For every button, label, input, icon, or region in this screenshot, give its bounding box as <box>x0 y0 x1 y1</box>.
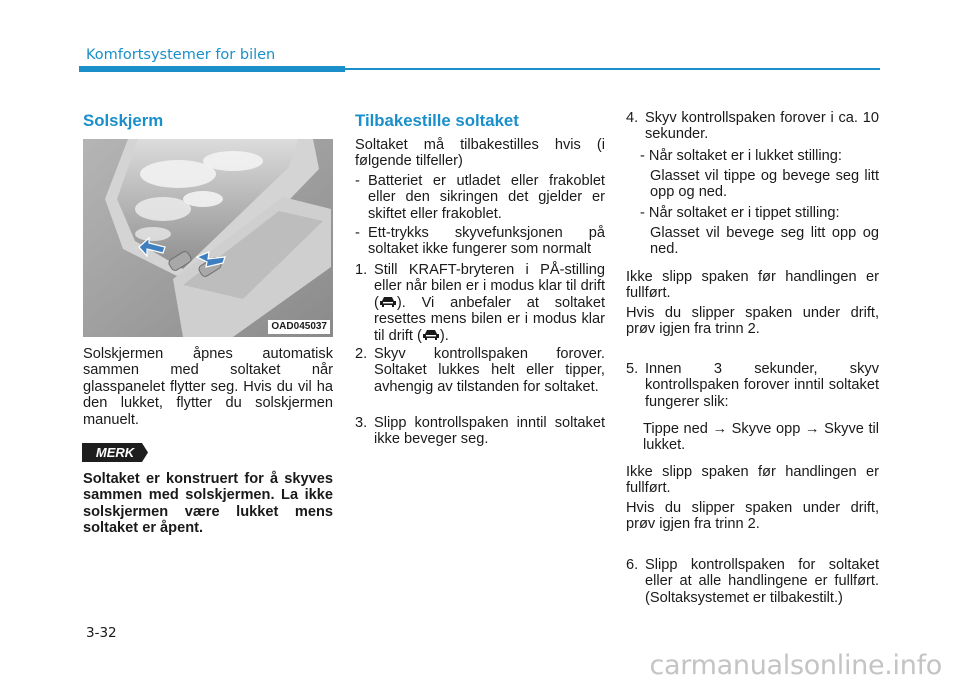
section-title: Komfortsystemer for bilen <box>86 47 276 63</box>
watermark: carmanualsonline.info <box>649 650 942 681</box>
header-accent-bar <box>79 66 345 72</box>
step-4: 4. Skyv kontrollspaken forover i ca. 10 sekunder. <box>626 110 879 143</box>
note-text: Soltaket er konstruert for å skyves sammen med solskjermen. La ikke solskjermen være lukket mens soltaket er åpent. <box>83 471 333 537</box>
step-6: 6. Slipp kontrollspaken for soltaket eller at alle handlingene er fullført. (Soltaksystemet er tilbakestilt.) <box>626 557 879 606</box>
car-ready-icon <box>379 295 397 309</box>
step-4-tilted-text: Glasset vil bevege seg litt opp og ned. <box>650 225 879 258</box>
warn-release: Ikke slipp spaken før handlingen er fullført. <box>626 464 879 497</box>
step-4-closed-label: - Når soltaket er i lukket stilling: <box>640 148 842 164</box>
header-rule <box>345 68 880 70</box>
retry-note: Hvis du slipper spaken under drift, prøv igjen fra trinn 2. <box>626 500 879 533</box>
reset-intro: Soltaket må tilbakestilles hvis (i følgende tilfeller) <box>355 137 605 170</box>
retry-note: Hvis du slipper spaken under drift, prøv igjen fra trinn 2. <box>626 305 879 338</box>
condition-item: - Batteriet er utladet eller frakoblet eller den sikringen det gjelder er skiftet eller frakoblet. <box>355 173 605 222</box>
sunshade-paragraph: Solskjermen åpnes automatisk sammen med soltaket når glasspanelet flytter seg. Hvis du vil ha den lukket, flytter du solskjermen manuelt. <box>83 346 333 428</box>
reset-heading: Tilbakestille soltaket <box>355 111 519 130</box>
condition-item: - Ett-trykks skyvefunksjonen på soltaket ikke fungerer som normalt <box>355 225 605 258</box>
sunshade-heading: Solskjerm <box>83 111 164 130</box>
step-2: 2. Skyv kontrollspaken forover. Soltaket lukkes helt eller tipper, avhengig av tilstanden for soltaket. <box>355 346 605 395</box>
figure-code: OAD045037 <box>268 320 330 334</box>
note-label: MERK <box>95 445 135 460</box>
note-badge <box>82 443 148 462</box>
step-5-sequence: Tippe ned → Skyve opp → Skyve til lukket. <box>643 421 879 454</box>
sunroof-illustration <box>83 139 333 337</box>
sunroof-photo <box>83 139 333 337</box>
step-4-closed-text: Glasset vil tippe og bevege seg litt opp og ned. <box>650 168 879 201</box>
warn-release: Ikke slipp spaken før handlingen er fullført. <box>626 269 879 302</box>
step-4-tilted-label: - Når soltaket er i tippet stilling: <box>640 205 840 221</box>
step-1: 1. Still KRAFT-bryteren i PÅ-stilling eller når bilen er i modus klar til drift ( ). Vi anbefaler at soltaket resettes mens bilen er i modus klar til drift ( ). <box>355 262 605 344</box>
step-5: 5. Innen 3 sekunder, skyv kontrollspaken forover inntil soltaket fungerer slik: <box>626 361 879 410</box>
step-3: 3. Slipp kontrollspaken inntil soltaket ikke beveger seg. <box>355 415 605 448</box>
car-ready-icon <box>422 328 440 342</box>
page-number: 3-32 <box>86 625 117 641</box>
